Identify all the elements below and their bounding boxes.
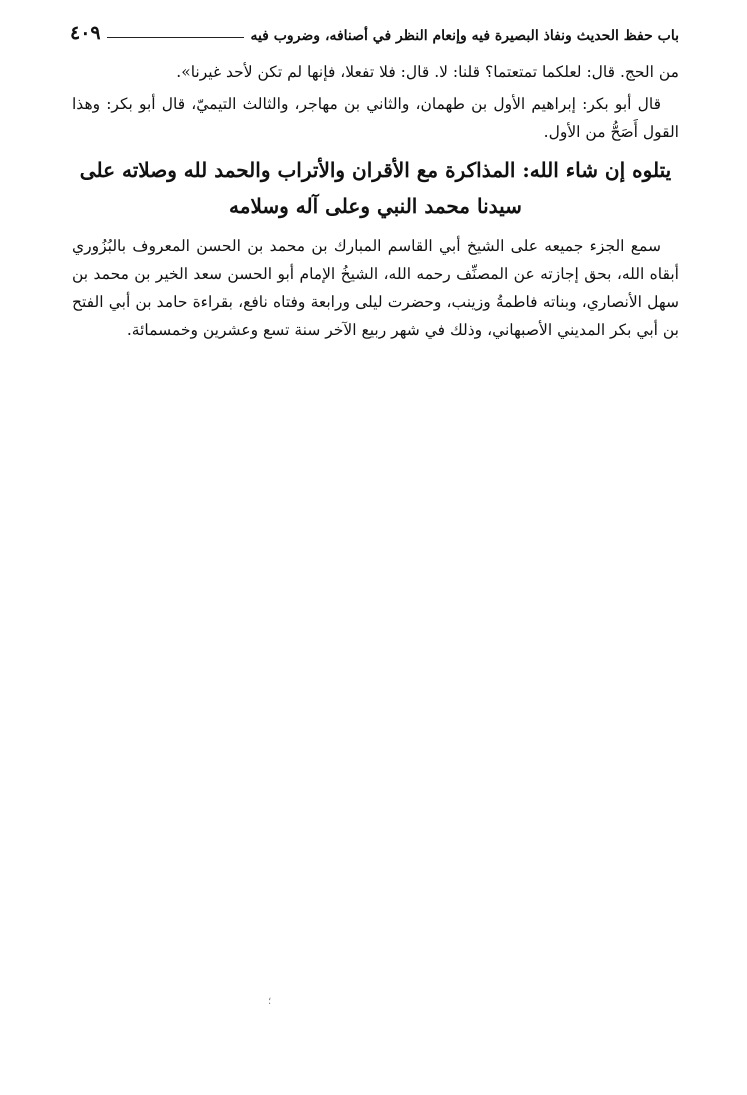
page-number: ٤٠٩ bbox=[70, 22, 101, 44]
running-header bbox=[70, 18, 679, 44]
chapter-title: باب حفظ الحديث ونفاذ البصيرة فيه وإنعام النظر في أصنافه، وضروب فيه bbox=[250, 28, 679, 44]
audition-colophon: سمع الجزء جميعه على الشيخ أبي القاسم المبارك بن محمد بن الحسن المعروف بالبُزُوري أبقاه الله، بحق إجازته عن المصنِّف رحمه الله، الشيخُ الإمام أبو الحسن سعد الخير بن محمد بن سهل الأنصاري، وبناته فاطمةُ وزينب، وحضرت ليلى ورابعة وفتاه نافع، بقراءة حامد بن أبي الفتح بن أبي بكر المديني الأصبهاني، وذلك في شهر ربيع الآخر سنة تسع وعشرين وخمسمائة. bbox=[72, 237, 679, 339]
body-line-1: من الحج. قال: لعلكما تمتعتما؟ قلنا: لا. قال: فلا تفعلا، فإنها لم تكن لأحد غيرنا». bbox=[176, 63, 679, 81]
header-rule bbox=[107, 37, 245, 38]
body-paragraph-2: قال أبو بكر: إبراهيم الأول بن طهمان، والثاني بن مهاجر، والثالث التيميّ، قال أبو بكر: وهذا القول أَصَحُّ من الأول. bbox=[72, 95, 679, 141]
page-body bbox=[72, 58, 679, 344]
stray-mark: ؛ bbox=[268, 996, 272, 1007]
closing-heading: يتلوه إن شاء الله: المذاكرة مع الأقران والأتراب والحمد لله وصلاته على سيدنا محمد النبي وعلى آله وسلامه bbox=[79, 158, 672, 218]
